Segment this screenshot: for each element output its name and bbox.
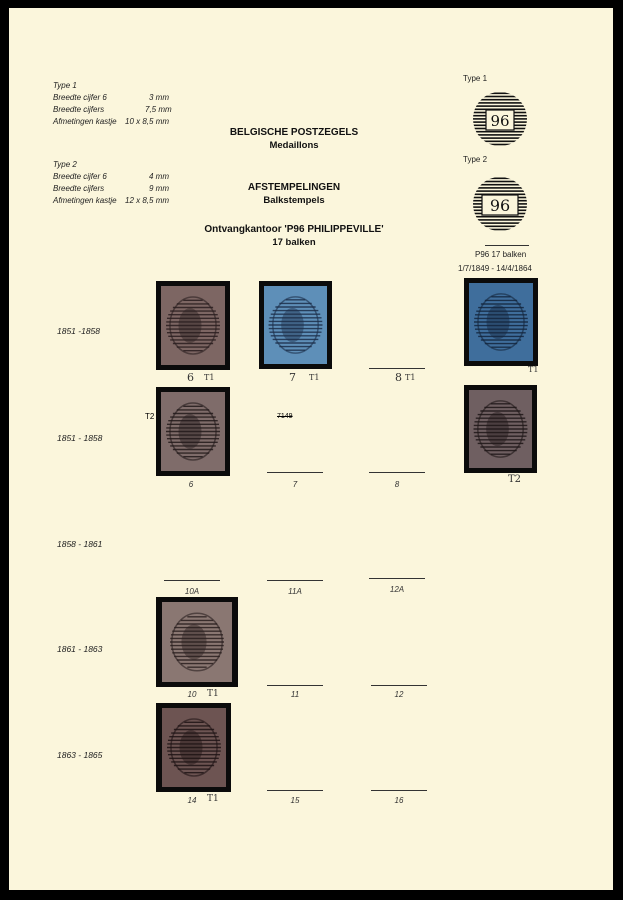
cancel-type1-label: Type 1 <box>463 74 488 83</box>
divider <box>369 368 425 369</box>
divider <box>267 685 323 686</box>
hand-mark: T1 <box>309 373 320 382</box>
spec-type1 <box>53 80 213 130</box>
hand-mark: T1 <box>204 373 215 382</box>
divider <box>164 580 220 581</box>
divider <box>369 578 425 579</box>
spec-value: 9 mm <box>149 184 169 193</box>
catalog-number: 10A <box>184 587 200 596</box>
cancel-type2-number: 96 <box>489 196 511 215</box>
section-header <box>179 181 409 207</box>
stamp-brown <box>161 286 225 365</box>
divider <box>371 790 427 791</box>
stamp-blue <box>469 283 533 361</box>
catalog-number: 8 <box>395 371 402 384</box>
cancel-type1-icon <box>472 91 528 147</box>
divider <box>267 472 323 473</box>
hand-mark: T1 <box>207 689 219 699</box>
cancel-type2-label: Type 2 <box>463 155 488 164</box>
portrait-cancel-icon <box>469 283 533 361</box>
portrait-cancel-icon <box>162 708 226 787</box>
cancel-type2-icon <box>472 176 528 232</box>
catalog-number: 15 <box>290 796 300 805</box>
catalog-number: 6 <box>187 371 194 384</box>
spec-label: Breedte cijfer 6 <box>53 172 107 181</box>
row-period-2: 1851 - 1858 <box>57 433 103 443</box>
cancel-dates: 1/7/1849 - 14/4/1864 <box>458 264 532 273</box>
spec-value: 4 mm <box>149 172 169 181</box>
divider <box>267 790 323 791</box>
spec-value: 7,5 mm <box>145 105 172 114</box>
portrait-cancel-icon <box>161 392 225 471</box>
catalog-number: 10 <box>187 690 197 699</box>
spec-value: 3 mm <box>149 93 169 102</box>
section-subtitle: Balkstempels <box>263 195 325 206</box>
office-header <box>159 223 429 249</box>
stamp-blue <box>264 286 327 364</box>
catalog-number: 7 <box>292 480 298 489</box>
divider <box>369 472 425 473</box>
note-type: T2 <box>145 412 155 421</box>
cancel-p-label: P96 17 balken <box>475 250 527 259</box>
portrait-cancel-icon <box>469 390 532 468</box>
divider <box>485 245 529 246</box>
hand-mark: T1 <box>207 794 219 804</box>
catalog-number: 12 <box>394 690 404 699</box>
row-period-3: 1858 - 1861 <box>57 539 103 549</box>
catalog-number: 11A <box>288 587 302 596</box>
stamp-frame <box>464 278 538 366</box>
stamp-brown <box>161 392 225 471</box>
section-title: AFSTEMPELINGEN <box>247 182 341 193</box>
spec-type1-row <box>53 92 213 104</box>
hand-mark: T1 <box>405 373 416 382</box>
spec-value: 12 x 8,5 mm <box>125 196 170 205</box>
hand-mark: T1 <box>528 365 539 374</box>
note-struck: 7149 <box>277 413 293 420</box>
row-period-5: 1863 - 1865 <box>57 750 103 760</box>
catalog-number: 16 <box>394 796 404 805</box>
stamp-frame <box>156 281 230 370</box>
spec-label: Breedte cijfers <box>53 184 105 193</box>
portrait-cancel-icon <box>162 602 232 682</box>
catalog-number: 6 <box>188 480 194 489</box>
row-period-4: 1861 - 1863 <box>57 644 103 654</box>
stamp-frame <box>156 597 238 687</box>
stamp-brown <box>469 390 532 468</box>
album-page <box>9 8 613 890</box>
stamp-brown <box>162 602 232 682</box>
spec-label: Breedte cijfer 6 <box>53 93 107 102</box>
portrait-cancel-icon <box>161 286 225 365</box>
divider <box>371 685 427 686</box>
stamp-frame <box>156 703 231 792</box>
spec-type1-row <box>53 104 213 116</box>
hand-mark: T2 <box>508 474 522 485</box>
catalog-number: 14 <box>187 796 197 805</box>
spec-label: Breedte cijfers <box>53 105 105 114</box>
spec-type2-heading: Type 2 <box>53 160 77 169</box>
catalog-number: 7 <box>289 371 296 384</box>
portrait-cancel-icon <box>264 286 327 364</box>
stamp-frame <box>259 281 332 369</box>
page-header <box>179 126 409 152</box>
row-period-1: 1851 -1858 <box>57 326 101 336</box>
page-title: BELGISCHE POSTZEGELS <box>229 127 359 138</box>
cancel-type1-number: 96 <box>490 112 510 130</box>
catalog-number: 12A <box>389 585 405 594</box>
spec-label: Afmetingen kastje <box>53 196 117 205</box>
stamp-frame <box>156 387 230 476</box>
office-bars: 17 balken <box>272 237 316 248</box>
office-name: Ontvangkantoor 'P96 PHILIPPEVILLE' <box>204 224 384 235</box>
spec-label: Afmetingen kastje <box>53 117 117 126</box>
page-subtitle: Medaillons <box>269 140 319 151</box>
spec-type1-heading: Type 1 <box>53 81 77 90</box>
stamp-frame <box>464 385 537 473</box>
spec-value: 10 x 8,5 mm <box>125 117 170 126</box>
stamp-brown <box>162 708 226 787</box>
catalog-number: 8 <box>394 480 400 489</box>
divider <box>267 580 323 581</box>
catalog-number: 11 <box>290 690 300 699</box>
